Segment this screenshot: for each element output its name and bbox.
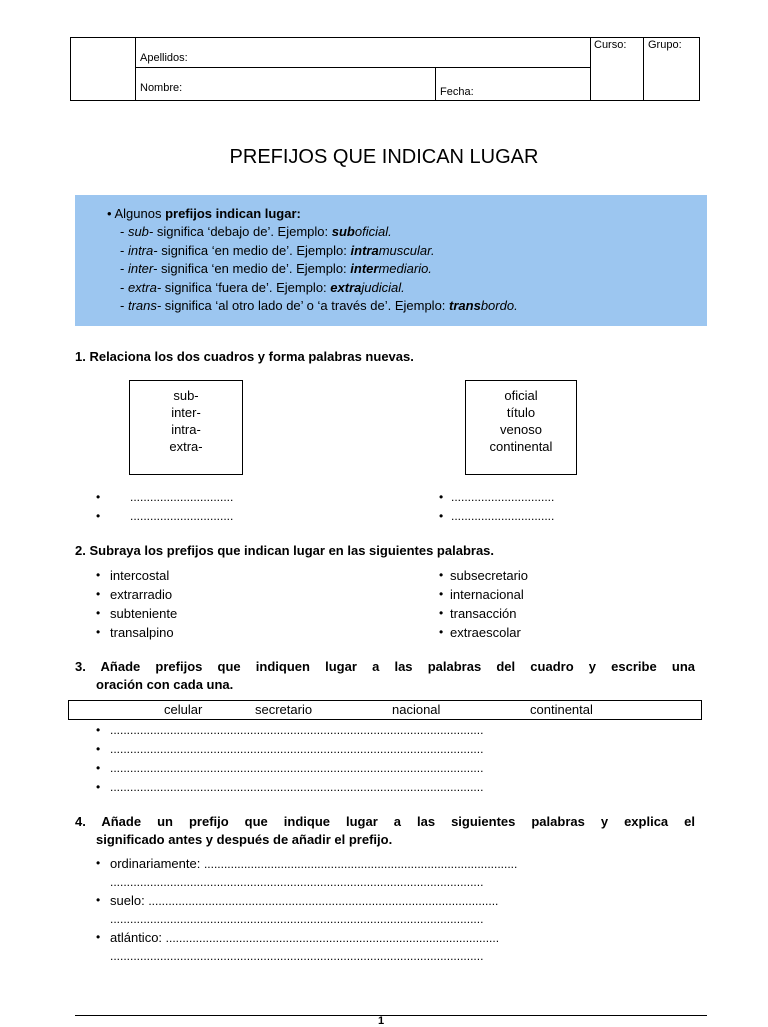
answer-blank[interactable]: ............................... <box>451 509 555 523</box>
answer-line[interactable] <box>110 893 613 908</box>
prefix-meaning: significa ‘al otro lado de’ o ‘a través de’. Ejemplo: <box>161 298 450 313</box>
prefix-meaning: significa ‘fuera de’. Ejemplo: <box>161 279 331 295</box>
bullet-icon: • <box>107 206 112 221</box>
bullet-icon: • <box>439 625 444 639</box>
prefix-item: sub- <box>173 388 199 403</box>
prefix-term: inter- <box>127 261 158 276</box>
prefix-item: intra- <box>171 422 201 437</box>
example-rest: oficial. <box>354 224 392 239</box>
bullet-icon: • <box>439 568 444 582</box>
word-item: continental <box>530 702 593 717</box>
answer-line[interactable]: ................................................................................................................ <box>110 912 484 926</box>
word-label: suelo: <box>110 893 149 908</box>
word-item: continental <box>489 439 553 454</box>
list-item[interactable]: subteniente <box>110 606 178 621</box>
example-rest: mediario. <box>378 261 432 276</box>
list-item[interactable]: internacional <box>450 587 524 602</box>
example-prefix: inter <box>350 261 379 276</box>
info-item <box>120 298 518 313</box>
answer-line[interactable]: ................................................................................................................ <box>110 761 484 775</box>
prefix-item: inter- <box>171 405 201 420</box>
curso-label: Curso: <box>594 39 627 51</box>
example-prefix: intra <box>350 242 379 258</box>
exercise-2-title: 2. Subraya los prefijos que indican lugar en las siguientes palabras. <box>75 543 495 558</box>
bullet-icon: • <box>96 761 101 775</box>
nombre-label: Nombre: <box>140 82 183 94</box>
bullet-icon: • <box>96 490 101 504</box>
answer-line[interactable] <box>110 856 613 871</box>
info-intro: • Algunos prefijos indican lugar: <box>107 206 301 221</box>
bullet-icon: • <box>96 625 101 639</box>
word-item: secretario <box>255 702 313 717</box>
exercise-1-title: 1. Relaciona los dos cuadros y forma palabras nuevas. <box>75 349 414 364</box>
answer-dots[interactable]: .................................................................................................... <box>165 931 500 945</box>
answer-blank[interactable]: ............................... <box>130 490 234 504</box>
answer-dots[interactable]: .............................................................................................. <box>203 857 518 871</box>
bullet-icon: • <box>439 606 444 620</box>
list-item[interactable]: subsecretario <box>450 568 529 583</box>
example-prefix: sub <box>331 224 355 239</box>
answer-dots[interactable]: ......................................................................................................... <box>148 894 499 908</box>
bullet-icon: • <box>96 723 101 737</box>
apellidos-label: Apellidos: <box>140 52 188 64</box>
answer-line[interactable]: ................................................................................................................ <box>110 875 484 889</box>
info-item <box>120 280 405 295</box>
prefix-box <box>129 380 243 475</box>
prefix-term: intra- <box>127 242 158 258</box>
dash: - <box>120 242 128 258</box>
exercise-4-title-cont: significado antes y después de añadir el prefijo. <box>96 832 393 847</box>
prefix-term: extra- <box>127 279 162 295</box>
exercise-3-title: 3. Añade prefijos que indiquen lugar a las palabras del cuadro y escribe una <box>75 659 695 674</box>
dash: - <box>120 298 128 313</box>
grupo-label: Grupo: <box>648 39 682 51</box>
bullet-icon: • <box>96 606 101 620</box>
list-item[interactable]: transalpino <box>110 625 174 640</box>
answer-blank[interactable]: ............................... <box>130 509 234 523</box>
answer-line[interactable] <box>110 930 613 945</box>
prefix-term: sub- <box>127 224 154 239</box>
info-item <box>120 261 432 276</box>
word-item: oficial <box>504 388 538 403</box>
example-rest: judicial. <box>361 279 405 295</box>
dash: - <box>120 224 128 239</box>
prefix-meaning: significa ‘en medio de’. Ejemplo: <box>157 242 351 258</box>
bullet-icon: • <box>96 780 101 794</box>
bullet-icon: • <box>96 930 101 944</box>
exercise-3-title-cont: oración con cada una. <box>96 677 234 692</box>
info-item <box>120 224 392 239</box>
bullet-icon: • <box>96 742 101 756</box>
dash: - <box>120 261 128 276</box>
bullet-icon: • <box>439 587 444 601</box>
word-item: venoso <box>500 422 542 437</box>
word-label: ordinariamente: <box>110 856 204 871</box>
word-box <box>465 380 577 475</box>
prefix-term: trans- <box>127 298 162 313</box>
prefix-meaning: significa ‘debajo de’. Ejemplo: <box>153 224 332 239</box>
example-rest: muscular. <box>378 242 435 258</box>
word-item: celular <box>164 702 203 717</box>
list-item[interactable]: extrarradio <box>110 587 173 602</box>
word-item: nacional <box>392 702 441 717</box>
exercise-4-title: 4. Añade un prefijo que indique lugar a las siguientes palabras y explica el <box>75 814 695 829</box>
word-label: atlántico: <box>110 930 166 945</box>
bullet-icon: • <box>96 509 101 523</box>
example-prefix: trans <box>449 298 481 313</box>
page-title: PREFIJOS QUE INDICAN LUGAR <box>229 146 539 168</box>
answer-line[interactable]: ................................................................................................................ <box>110 742 484 756</box>
page-number: 1 <box>378 1015 385 1027</box>
dash: - <box>120 279 128 295</box>
info-item <box>120 243 435 258</box>
bullet-icon: • <box>96 856 101 870</box>
bullet-icon: • <box>96 568 101 582</box>
prefix-meaning: significa ‘en medio de’. Ejemplo: <box>157 261 351 276</box>
bullet-icon: • <box>439 509 444 523</box>
answer-line[interactable]: ................................................................................................................ <box>110 723 484 737</box>
footer-line <box>75 1015 707 1016</box>
word-item: título <box>506 405 536 420</box>
bullet-icon: • <box>439 490 444 504</box>
list-item[interactable]: extraescolar <box>450 625 521 640</box>
answer-line[interactable]: ................................................................................................................ <box>110 780 484 794</box>
fecha-label: Fecha: <box>440 86 474 98</box>
bullet-icon: • <box>96 587 101 601</box>
bullet-icon: • <box>96 893 101 907</box>
answer-line[interactable]: ................................................................................................................ <box>110 949 484 963</box>
example-rest: bordo. <box>480 298 518 313</box>
prefix-item: extra- <box>169 439 203 454</box>
example-prefix: extra <box>330 279 362 295</box>
list-item[interactable]: intercostal <box>110 568 170 583</box>
words-box <box>68 700 702 720</box>
list-item[interactable]: transacción <box>450 606 517 621</box>
answer-blank[interactable]: ............................... <box>451 490 555 504</box>
